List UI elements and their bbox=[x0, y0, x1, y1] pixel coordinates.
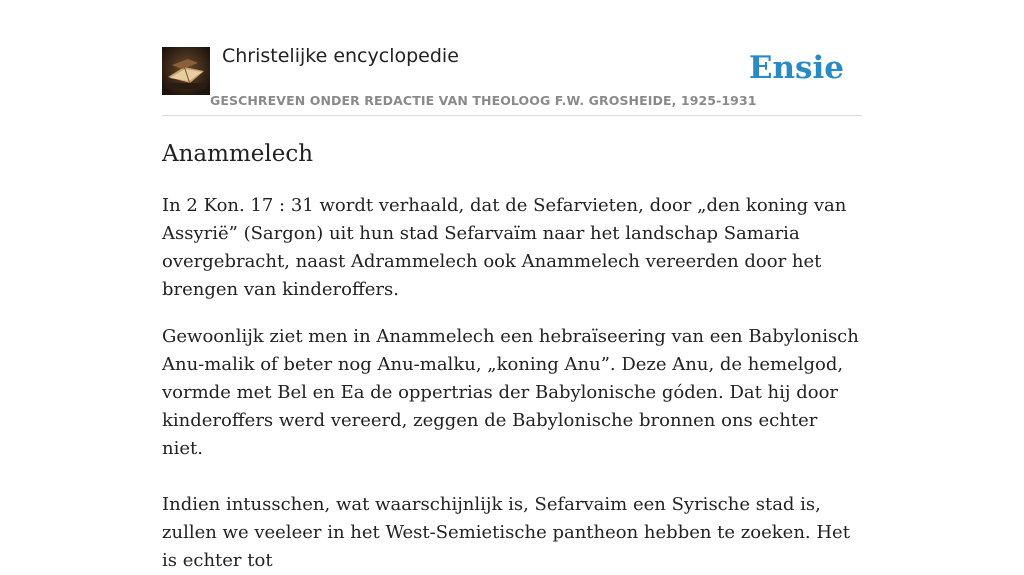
article-title: Anammelech bbox=[162, 141, 314, 167]
site-subtitle: GESCHREVEN ONDER REDACTIE VAN THEOLOOG F.W. GROSHEIDE, 1925-1931 bbox=[210, 93, 757, 108]
site-header bbox=[162, 44, 862, 116]
article bbox=[162, 138, 862, 575]
article-paragraph: In 2 Kon. 17 : 31 wordt verhaald, dat de Sefarvieten, door „den koning van Assyrië” (Sargon) uit hun stad Sefarvaïm naar het landschap Samaria overgebracht, naast Adrammelech ook Anammelech vereerden door het brengen van kinderoffers. bbox=[162, 195, 847, 300]
article-paragraph: Indien intusschen, wat waarschijnlijk is, Sefarvaim een Syrische stad is, zullen we veeleer in het West-Semietische pantheon hebben te zoeken. Het is echter tot bbox=[162, 494, 850, 571]
article-paragraph: Gewoonlijk ziet men in Anammelech een hebraïseering van een Babylonisch Anu-malik of beter nog Anu-malku, „koning Anu”. Deze Anu, de hemelgod, vormde met Bel en Ea de oppertrias der Babylonische góden. Dat hij door kinderoffers werd vereerd, zeggen de Babylonische bronnen ons echter niet. bbox=[162, 326, 859, 459]
avatar[interactable] bbox=[162, 47, 210, 95]
site-title[interactable]: Christelijke encyclopedie bbox=[222, 45, 459, 67]
book-photo-icon bbox=[162, 47, 210, 95]
brand-logo-link[interactable]: Ensie bbox=[748, 50, 844, 86]
